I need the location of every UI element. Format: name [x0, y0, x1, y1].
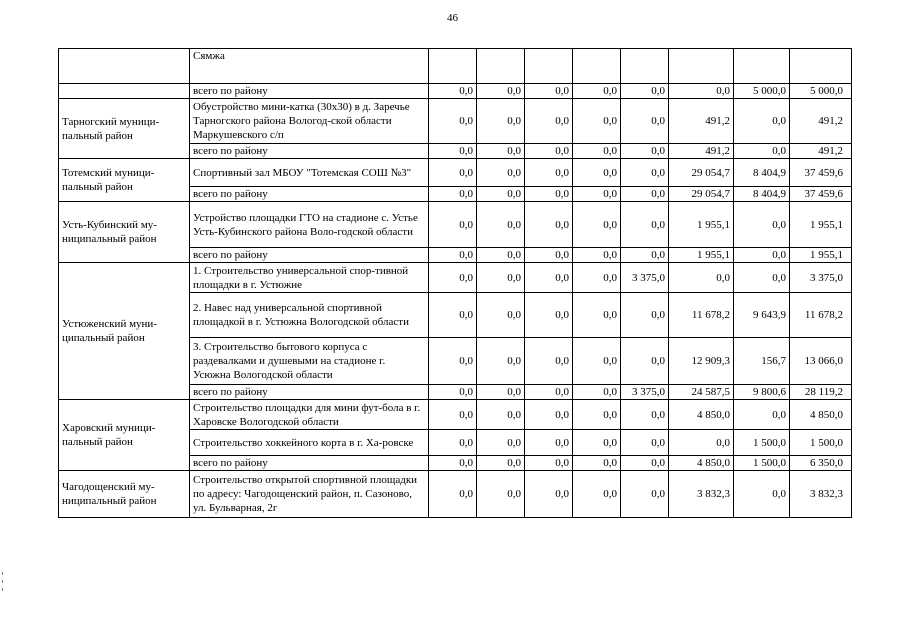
- value-cell: 0,0: [525, 263, 573, 293]
- total-value-cell: 1 955,1: [669, 248, 734, 263]
- value-cell: [477, 49, 525, 84]
- value-cell: 0,0: [621, 99, 669, 144]
- value-cell: 0,0: [477, 430, 525, 456]
- value-cell: 0,0: [525, 159, 573, 187]
- value-cell: 3 832,3: [669, 471, 734, 518]
- value-cell: 11 678,2: [790, 293, 852, 338]
- value-cell: 1 955,1: [790, 202, 852, 248]
- value-cell: 13 066,0: [790, 338, 852, 385]
- project-cell: Обустройство мини-катка (30х30) в д. Заречье Тарногского района Вологод-ской области Маркушевского с/п: [190, 99, 429, 144]
- value-cell: 0,0: [621, 202, 669, 248]
- value-cell: 0,0: [573, 471, 621, 518]
- total-value-cell: 0,0: [429, 248, 477, 263]
- total-label-cell: всего по району: [190, 456, 429, 471]
- value-cell: 0,0: [669, 263, 734, 293]
- project-cell: 1. Строительство универсальной спор-тивной площадки в г. Устюжне: [190, 263, 429, 293]
- project-cell: Сямжа: [190, 49, 429, 84]
- total-value-cell: 0,0: [621, 248, 669, 263]
- value-cell: 0,0: [429, 471, 477, 518]
- value-cell: [621, 49, 669, 84]
- value-cell: 0,0: [734, 202, 790, 248]
- project-cell: Строительство хоккейного корта в г. Ха-ровске: [190, 430, 429, 456]
- total-value-cell: 37 459,6: [790, 187, 852, 202]
- value-cell: 156,7: [734, 338, 790, 385]
- table-row: [59, 400, 852, 430]
- total-value-cell: 0,0: [429, 385, 477, 400]
- value-cell: [790, 49, 852, 84]
- project-cell: Строительство площадки для мини фут-бола в г. Харовске Вологодской области: [190, 400, 429, 430]
- value-cell: 0,0: [525, 400, 573, 430]
- total-value-cell: 9 800,6: [734, 385, 790, 400]
- value-cell: 0,0: [525, 338, 573, 385]
- table-row: [59, 159, 852, 187]
- value-cell: 0,0: [621, 471, 669, 518]
- total-value-cell: 6 350,0: [790, 456, 852, 471]
- value-cell: 0,0: [429, 400, 477, 430]
- value-cell: 0,0: [477, 400, 525, 430]
- table-row: [59, 49, 852, 84]
- total-value-cell: 491,2: [669, 144, 734, 159]
- value-cell: 12 909,3: [669, 338, 734, 385]
- total-label-cell: всего по району: [190, 248, 429, 263]
- total-value-cell: 0,0: [573, 187, 621, 202]
- value-cell: [734, 49, 790, 84]
- value-cell: 0,0: [734, 400, 790, 430]
- value-cell: 0,0: [429, 202, 477, 248]
- value-cell: 3 375,0: [621, 263, 669, 293]
- total-value-cell: 0,0: [525, 84, 573, 99]
- total-value-cell: 0,0: [525, 248, 573, 263]
- value-cell: 0,0: [429, 99, 477, 144]
- total-value-cell: 0,0: [429, 187, 477, 202]
- project-cell: Спортивный зал МБОУ "Тотемская СОШ №3": [190, 159, 429, 187]
- value-cell: 0,0: [477, 159, 525, 187]
- total-value-cell: 0,0: [477, 456, 525, 471]
- total-value-cell: 0,0: [429, 456, 477, 471]
- value-cell: 491,2: [790, 99, 852, 144]
- value-cell: 8 404,9: [734, 159, 790, 187]
- value-cell: 0,0: [573, 338, 621, 385]
- total-value-cell: 0,0: [573, 456, 621, 471]
- table-row: [59, 99, 852, 144]
- total-value-cell: 4 850,0: [669, 456, 734, 471]
- total-value-cell: 1 500,0: [734, 456, 790, 471]
- total-value-cell: 491,2: [790, 144, 852, 159]
- total-label-cell: всего по району: [190, 84, 429, 99]
- value-cell: 0,0: [429, 159, 477, 187]
- value-cell: 0,0: [734, 263, 790, 293]
- value-cell: 0,0: [477, 471, 525, 518]
- total-value-cell: 0,0: [525, 385, 573, 400]
- district-cell: Тарногский муници-пальный район: [59, 99, 190, 159]
- project-cell: 3. Строительство бытового корпуса с раздевалками и душевыми на стадионе г. Усюжна Вологодской области: [190, 338, 429, 385]
- table-body: [59, 49, 852, 518]
- total-value-cell: 0,0: [621, 456, 669, 471]
- value-cell: 0,0: [573, 430, 621, 456]
- value-cell: 0,0: [573, 159, 621, 187]
- value-cell: 0,0: [525, 471, 573, 518]
- total-value-cell: 8 404,9: [734, 187, 790, 202]
- total-value-cell: 0,0: [525, 187, 573, 202]
- project-cell: Строительство открытой спортивной площадки по адресу: Чагодощенский район, п. Сазоново, ул. Бульварная, 2г: [190, 471, 429, 518]
- total-value-cell: 0,0: [734, 248, 790, 263]
- value-cell: 0,0: [621, 430, 669, 456]
- value-cell: [573, 49, 621, 84]
- project-cell: Устройство площадки ГТО на стадионе с. Устье Усть-Кубинского района Воло-годской области: [190, 202, 429, 248]
- value-cell: [525, 49, 573, 84]
- value-cell: 0,0: [573, 263, 621, 293]
- total-value-cell: 5 000,0: [734, 84, 790, 99]
- total-value-cell: 0,0: [573, 84, 621, 99]
- district-cell: [59, 49, 190, 84]
- page-number: 46: [447, 12, 458, 24]
- district-cell: Усть-Кубинский му-ниципальный район: [59, 202, 190, 263]
- total-value-cell: 0,0: [477, 385, 525, 400]
- value-cell: 0,0: [621, 338, 669, 385]
- value-cell: 0,0: [477, 263, 525, 293]
- margin-mark: [2, 572, 3, 575]
- total-value-cell: 0,0: [477, 248, 525, 263]
- total-value-cell: 5 000,0: [790, 84, 852, 99]
- value-cell: 3 375,0: [790, 263, 852, 293]
- total-value-cell: 0,0: [525, 144, 573, 159]
- district-cell: Устюженский муни-ципальный район: [59, 263, 190, 400]
- value-cell: [429, 49, 477, 84]
- total-label-cell: всего по району: [190, 144, 429, 159]
- value-cell: 1 955,1: [669, 202, 734, 248]
- value-cell: 1 500,0: [790, 430, 852, 456]
- value-cell: 0,0: [525, 293, 573, 338]
- total-value-cell: 0,0: [573, 144, 621, 159]
- value-cell: 4 850,0: [669, 400, 734, 430]
- total-value-cell: 0,0: [477, 84, 525, 99]
- value-cell: 0,0: [429, 293, 477, 338]
- value-cell: 0,0: [621, 293, 669, 338]
- district-cell: Чагодощенский му-ниципальный район: [59, 471, 190, 518]
- total-value-cell: 0,0: [573, 248, 621, 263]
- value-cell: 0,0: [429, 430, 477, 456]
- value-cell: 0,0: [525, 202, 573, 248]
- value-cell: 0,0: [573, 202, 621, 248]
- financing-table: [58, 48, 852, 518]
- value-cell: 0,0: [734, 99, 790, 144]
- district-cell: Харовский муници-пальный район: [59, 400, 190, 471]
- value-cell: 0,0: [525, 99, 573, 144]
- table-row: [59, 263, 852, 293]
- total-value-cell: 0,0: [477, 144, 525, 159]
- value-cell: 0,0: [573, 400, 621, 430]
- value-cell: 0,0: [525, 430, 573, 456]
- value-cell: 0,0: [621, 159, 669, 187]
- district-cell: [59, 84, 190, 99]
- total-value-cell: 0,0: [621, 187, 669, 202]
- total-value-cell: 28 119,2: [790, 385, 852, 400]
- value-cell: 0,0: [734, 471, 790, 518]
- table-row: [59, 202, 852, 248]
- margin-mark: [2, 580, 3, 583]
- value-cell: 9 643,9: [734, 293, 790, 338]
- value-cell: 0,0: [477, 99, 525, 144]
- value-cell: 491,2: [669, 99, 734, 144]
- total-value-cell: 0,0: [621, 84, 669, 99]
- total-value-cell: 0,0: [621, 144, 669, 159]
- total-value-cell: 1 955,1: [790, 248, 852, 263]
- total-value-cell: 3 375,0: [621, 385, 669, 400]
- value-cell: 0,0: [669, 430, 734, 456]
- value-cell: 29 054,7: [669, 159, 734, 187]
- total-value-cell: 29 054,7: [669, 187, 734, 202]
- value-cell: 0,0: [477, 338, 525, 385]
- value-cell: 0,0: [477, 202, 525, 248]
- total-value-cell: 0,0: [573, 385, 621, 400]
- total-value-cell: 0,0: [734, 144, 790, 159]
- total-value-cell: 0,0: [525, 456, 573, 471]
- value-cell: 0,0: [429, 338, 477, 385]
- value-cell: 11 678,2: [669, 293, 734, 338]
- total-label-cell: всего по району: [190, 187, 429, 202]
- value-cell: [669, 49, 734, 84]
- value-cell: 0,0: [573, 99, 621, 144]
- value-cell: 0,0: [573, 293, 621, 338]
- value-cell: 3 832,3: [790, 471, 852, 518]
- value-cell: 0,0: [621, 400, 669, 430]
- total-value-cell: 0,0: [477, 187, 525, 202]
- value-cell: 1 500,0: [734, 430, 790, 456]
- total-value-cell: 0,0: [669, 84, 734, 99]
- total-value-cell: 24 587,5: [669, 385, 734, 400]
- value-cell: 4 850,0: [790, 400, 852, 430]
- table-row: [59, 471, 852, 518]
- project-cell: 2. Навес над универсальной спортивной площадкой в г. Устюжна Вологодской области: [190, 293, 429, 338]
- value-cell: 37 459,6: [790, 159, 852, 187]
- total-label-cell: всего по району: [190, 385, 429, 400]
- value-cell: 0,0: [429, 263, 477, 293]
- total-value-cell: 0,0: [429, 144, 477, 159]
- total-value-cell: 0,0: [429, 84, 477, 99]
- value-cell: 0,0: [477, 293, 525, 338]
- total-row: [59, 84, 852, 99]
- margin-mark: [2, 588, 3, 591]
- district-cell: Тотемский муници-пальный район: [59, 159, 190, 202]
